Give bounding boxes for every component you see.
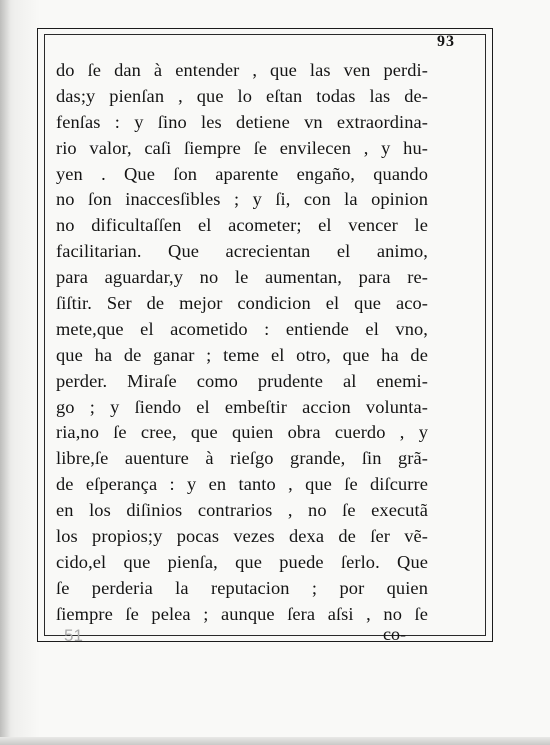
text-line: en los diſinios contrarios , no ſe executã: [56, 500, 428, 521]
text-line: mete,que el acometido : entiende el vno,: [56, 318, 428, 339]
text-line: do ſe dan à entender , que las ven perdi-: [56, 60, 428, 80]
text-line: fenſas : y ſino les detiene vn extraordina-: [56, 111, 428, 132]
text-line: ſe perderia la reputacion ; por quien: [56, 577, 428, 598]
page-number: 93: [437, 33, 455, 50]
text-line: go ; y ſiendo el embeſtir accion volunta-: [56, 396, 428, 417]
text-line: yen . Que ſon aparente engaño, quando: [56, 163, 428, 184]
text-line: ria,no ſe cree, que quien obra cuerdo , y: [56, 422, 428, 443]
gutter-shadow: [0, 0, 10, 745]
text-line: de eſperança : y en tanto , que ſe diſcurre: [56, 474, 428, 495]
body-text: [56, 58, 428, 628]
text-line: para aguardar,y no le aumentan, para re-: [56, 267, 428, 288]
text-line: facilitarian. Que acrecientan el animo,: [56, 241, 428, 262]
text-line: no dificultaſſen el acometer; el vencer le: [56, 215, 428, 236]
text-line: libre,ſe auenture à rieſgo grande, ſin grã-: [56, 448, 428, 469]
text-line: que ha de ganar ; teme el otro, que ha de: [56, 344, 428, 365]
text-line: no ſon inaccesſibles ; y ſi, con la opinion: [56, 189, 428, 210]
text-line: cido,el que pienſa, que puede ſerlo. Que: [56, 551, 428, 572]
pencil-marginal-mark: 51: [64, 626, 83, 645]
text-line: rio valor, caſi ſiempre ſe envilecen , y hu-: [56, 137, 428, 158]
page-bottom-edge: [0, 737, 550, 745]
catchword: co-: [383, 624, 406, 644]
text-line: los propios;y pocas vezes dexa de ſer vẽ-: [56, 526, 428, 547]
text-line: perder. Miraſe como prudente al enemi-: [56, 370, 428, 391]
text-line: das;y pienſan , que lo eſtan todas las de-: [56, 85, 428, 106]
text-line: ſiempre ſe pelea ; aunque ſera aſsi , no ſe: [56, 603, 428, 624]
text-line: ſiſtir. Ser de mejor condicion el que aco-: [56, 293, 428, 314]
